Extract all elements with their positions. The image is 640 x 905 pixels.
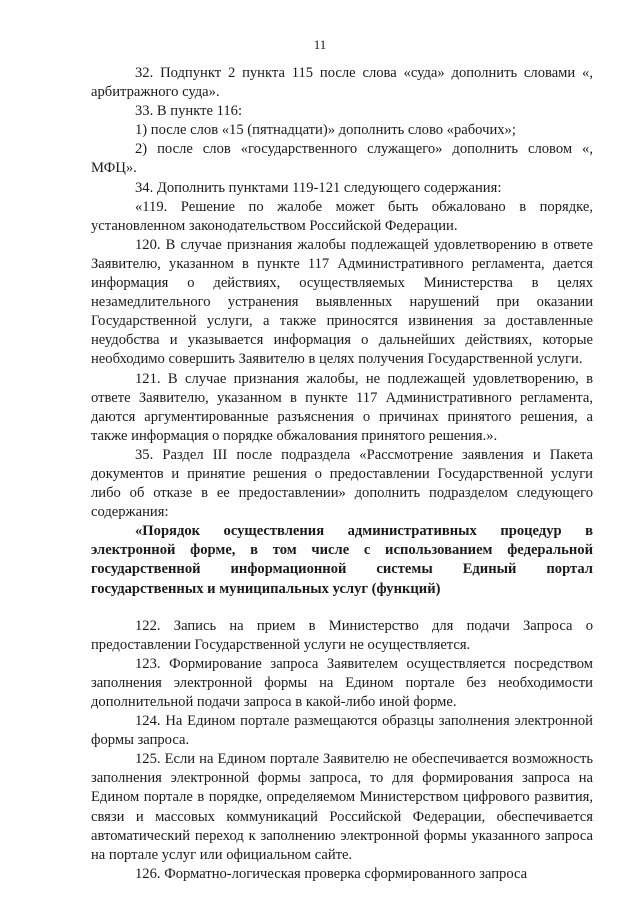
page-number: 11 — [313, 37, 327, 52]
paragraph-33: 33. В пункте 116: — [135, 103, 242, 120]
paragraph-35: 35. Раздел III после подраздела «Рассмотрение заявления и Пакета документов и принятие решения о предоставлении Государственной услуги либо об отказе в ее предоставлении» дополнить подразделом следующего содержания: — [91, 446, 593, 521]
paragraph-126: 126. Форматно-логическая проверка сформированного запроса — [135, 865, 528, 882]
paragraph-33-item-1: 1) после слов «15 (пятнадцати)» дополнить слово «рабочих»; — [135, 122, 516, 139]
paragraph-33-item-2: 2) после слов «государственного служащего» дополнить словом «, МФЦ». — [91, 141, 593, 177]
paragraph-121: 121. В случае признания жалобы, не подлежащей удовлетворению, в ответе Заявителю, указанном в пункте 117 Административного регламента, даются аргументированные разъяснения о причинах принятого решения, а также информация о порядке обжалования принятого решения.». — [91, 370, 593, 444]
paragraph-120: 120. В случае признания жалобы подлежащей удовлетворению в ответе Заявителю, указанном в пункте 117 Административного регламента, дается информация о действиях, осуществляемых Министерства в целях незамедлительного устранения выявленных нарушений при оказании Государственной услуги, а также приносятся извинения за доставленные неудобства и указывается информация о дальнейших действиях, которые необходимо совершить Заявителю в целях получения Государственной услуги. — [91, 236, 593, 368]
paragraph-124: 124. На Едином портале размещаются образцы заполнения электронной формы запроса. — [91, 713, 593, 749]
document-body — [91, 64, 593, 884]
paragraph-32: 32. Подпункт 2 пункта 115 после слова «суда» дополнить словами «, арбитражного суда». — [91, 65, 593, 101]
paragraph-123: 123. Формирование запроса Заявителем осуществляется посредством заполнения электронной формы на Едином портале без необходимости дополнительной подачи запроса в какой-либо иной форме. — [91, 655, 593, 710]
paragraph-122: 122. Запись на прием в Министерство для подачи Запроса о предоставлении Государственной услуги не осуществляется. — [91, 617, 593, 653]
paragraph-125: 125. Если на Едином портале Заявителю не обеспечивается возможность заполнения электронной формы запроса, то для формирования запроса на Едином портале в порядке, определяемом Министерством цифрового развития, связи и массовых коммуникаций Российской Федерации, обеспечивается автоматический переход к заполнению электронной формы указанного запроса на портале услуг или официальном сайте. — [91, 751, 593, 863]
paragraph-34: 34. Дополнить пунктами 119-121 следующего содержания: — [135, 179, 502, 196]
section-heading: «Порядок осуществления административных процедур в электронной форме, в том числе с использованием федеральной государственной информационной системы Единый портал государственных и муниципальных услуг (функций) — [91, 523, 593, 597]
paragraph-119: «119. Решение по жалобе может быть обжаловано в порядке, установленном законодательством Российской Федерации. — [91, 198, 593, 234]
